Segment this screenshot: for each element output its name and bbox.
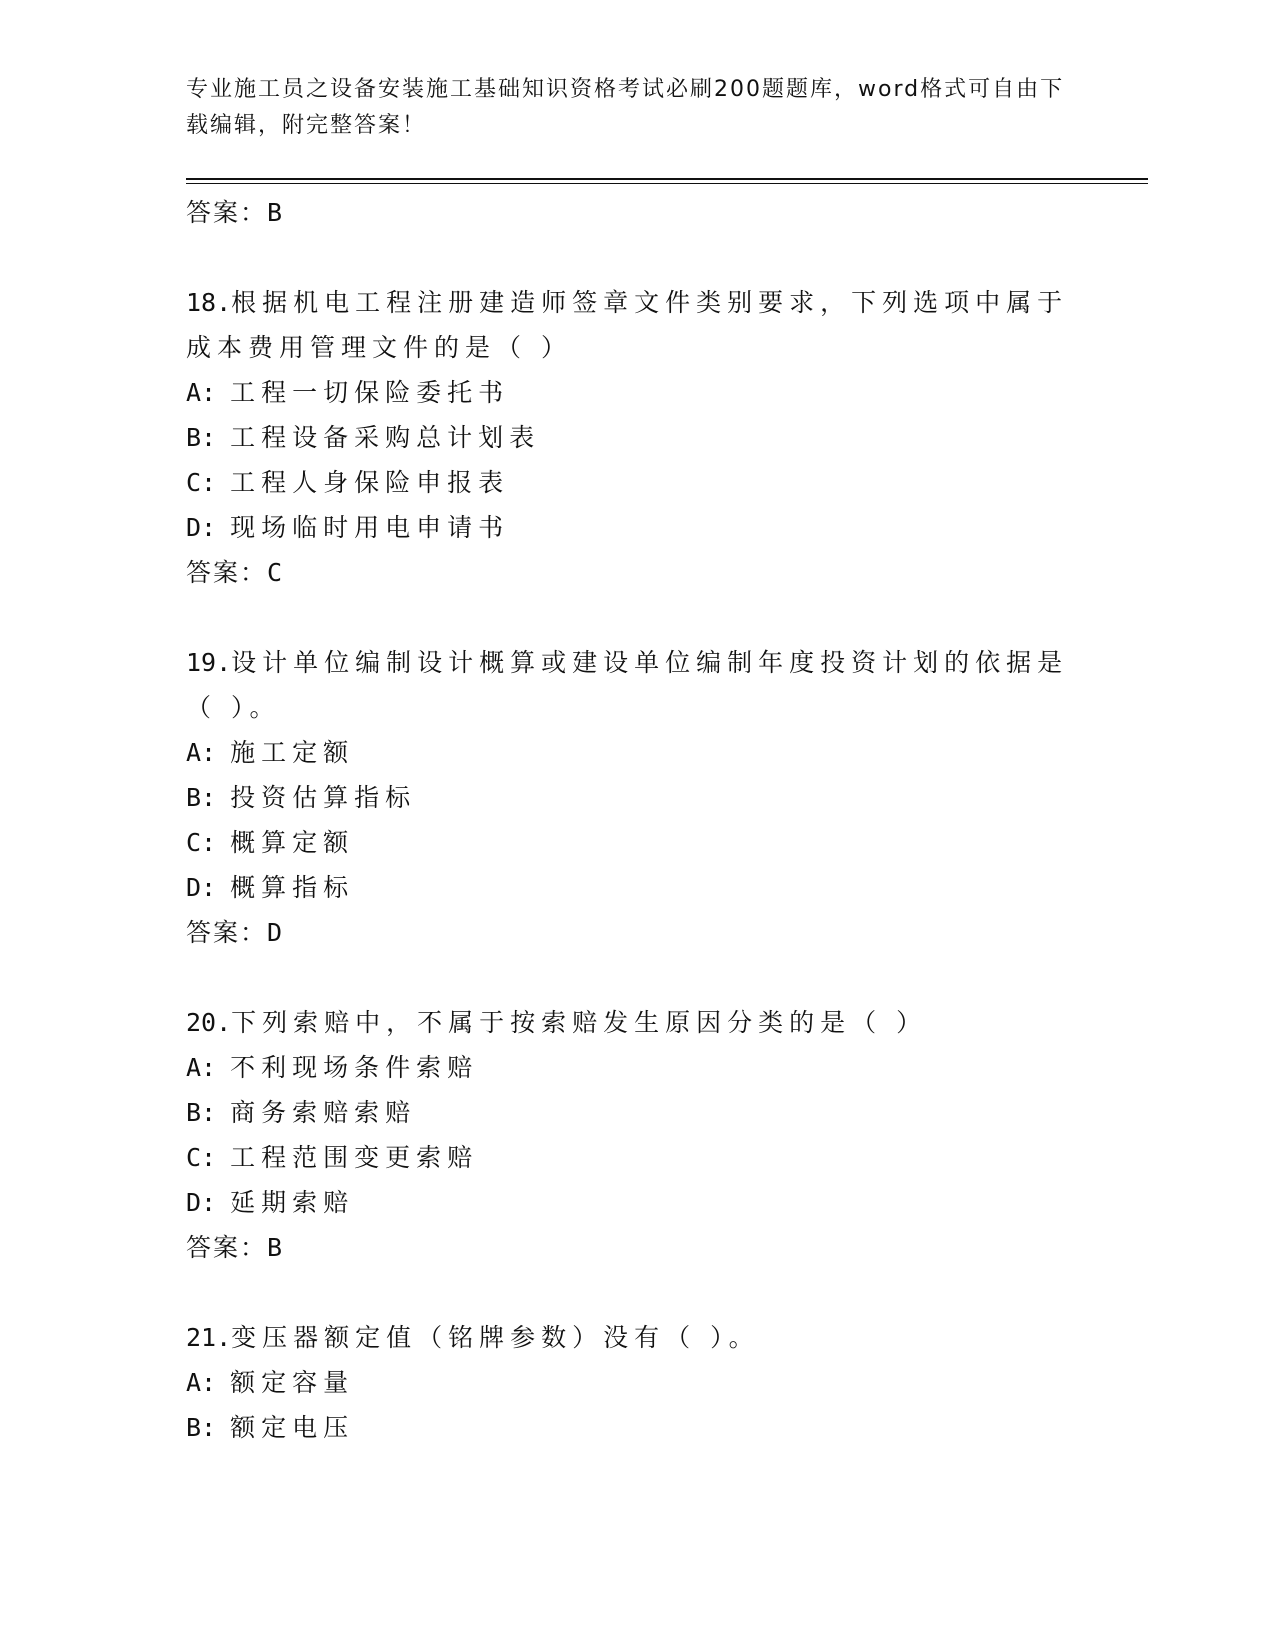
question-text: 变压器额定值（铭牌参数）没有（ ）。 [231, 1323, 760, 1352]
option-b [186, 415, 1086, 460]
option-letter: A: [186, 738, 217, 767]
option-letter: A: [186, 1053, 217, 1082]
option-b [186, 1405, 1086, 1450]
question-number: 18. [186, 288, 232, 317]
option-letter: B: [186, 423, 217, 452]
option-letter: A: [186, 1368, 217, 1397]
answer-label: 答案： [186, 558, 268, 587]
option-letter: B: [186, 1098, 217, 1127]
page-header: 专业施工员之设备安装施工基础知识资格考试必刷200题题库，word格式可自由下载编辑，附完整答案！ [186, 77, 1065, 138]
header-rule-thick [186, 178, 1148, 180]
question-text: 下列索赔中，不属于按索赔发生原因分类的是（ ） [231, 1008, 928, 1037]
option-text: 现场临时用电申请书 [230, 513, 510, 542]
option-letter: B: [186, 783, 217, 812]
option-d [186, 865, 1086, 910]
option-a [186, 1360, 1086, 1405]
question-20 [186, 1000, 1086, 1270]
option-d [186, 1180, 1086, 1225]
question-21 [186, 1315, 1086, 1450]
question-number: 19. [186, 648, 232, 677]
option-text: 额定电压 [230, 1413, 355, 1442]
answer-label: 答案： [186, 1233, 268, 1262]
answer-line [186, 1225, 1086, 1270]
option-text: 工程人身保险申报表 [230, 468, 510, 497]
question-stem [186, 640, 1086, 730]
answer-label: 答案： [186, 918, 268, 947]
option-c [186, 460, 1086, 505]
question-number: 21. [186, 1323, 232, 1352]
option-c [186, 820, 1086, 865]
option-letter: D: [186, 1188, 217, 1217]
option-d [186, 505, 1086, 550]
option-a [186, 1045, 1086, 1090]
question-text: 根据机电工程注册建造师签章文件类别要求，下列选项中属于成本费用管理文件的是（ ） [186, 288, 1069, 362]
answer-value: C [267, 558, 285, 587]
question-text: 设计单位编制设计概算或建设单位编制年度投资计划的依据是（ ）。 [186, 648, 1069, 722]
option-text: 工程一切保险委托书 [230, 378, 510, 407]
option-text: 额定容量 [230, 1368, 355, 1397]
option-text: 概算定额 [230, 828, 355, 857]
option-a [186, 370, 1086, 415]
answer-value: B [267, 1233, 285, 1262]
option-letter: C: [186, 1143, 217, 1172]
option-b [186, 775, 1086, 820]
option-text: 工程设备采购总计划表 [230, 423, 541, 452]
answer-label: 答案： [186, 198, 268, 227]
option-text: 不利现场条件索赔 [230, 1053, 479, 1082]
option-letter: C: [186, 828, 217, 857]
option-letter: D: [186, 513, 217, 542]
header-rule-thin [186, 183, 1148, 184]
option-text: 商务索赔索赔 [230, 1098, 417, 1127]
answer-line [186, 190, 1086, 235]
option-text: 施工定额 [230, 738, 355, 767]
question-number: 20. [186, 1008, 232, 1037]
option-text: 工程范围变更索赔 [230, 1143, 479, 1172]
question-stem [186, 1000, 1086, 1045]
document-body [186, 190, 1086, 1450]
option-text: 投资估算指标 [230, 783, 417, 812]
option-letter: C: [186, 468, 217, 497]
answer-line [186, 910, 1086, 955]
question-stem [186, 1315, 1086, 1360]
option-b [186, 1090, 1086, 1135]
option-c [186, 1135, 1086, 1180]
option-letter: B: [186, 1413, 217, 1442]
answer-value: D [267, 918, 285, 947]
question-stem [186, 280, 1086, 370]
option-text: 延期索赔 [230, 1188, 355, 1217]
answer-line [186, 550, 1086, 595]
option-letter: A: [186, 378, 217, 407]
option-letter: D: [186, 873, 217, 902]
question-18 [186, 280, 1086, 595]
answer-value: B [267, 198, 285, 227]
question-19 [186, 640, 1086, 955]
option-text: 概算指标 [230, 873, 355, 902]
option-a [186, 730, 1086, 775]
